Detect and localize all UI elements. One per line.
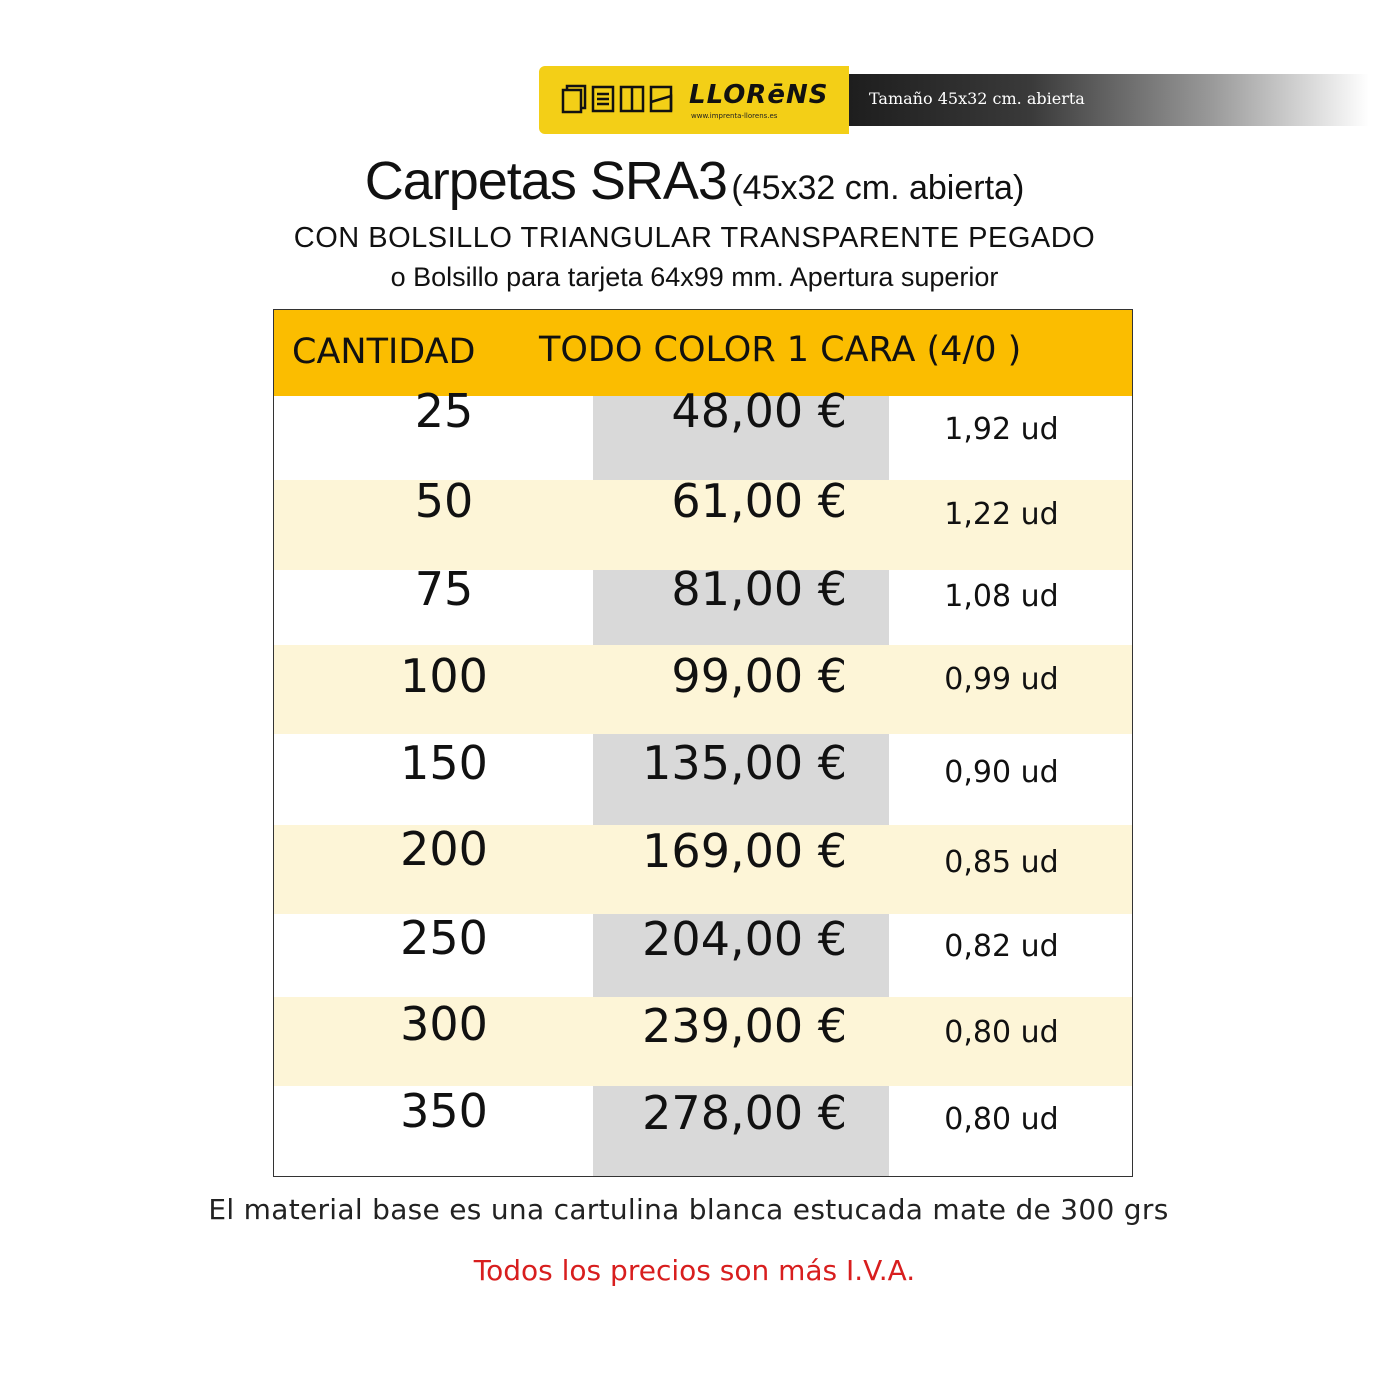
table-row <box>274 1086 1132 1176</box>
size-label: Tamaño 45x32 cm. abierta <box>869 89 1085 108</box>
title-main: Carpetas SRA3 <box>364 151 727 211</box>
quantity-cell: 100 <box>400 649 488 703</box>
document-lines-icon <box>593 87 613 111</box>
quantity-cell: 200 <box>400 822 488 876</box>
size-strip <box>849 74 1369 126</box>
unit-price-cell: 0,85 ud <box>944 845 1059 880</box>
price-cell: 61,00 € <box>671 474 847 528</box>
unit-price-cell: 0,80 ud <box>944 1015 1059 1050</box>
quantity-cell: 250 <box>400 911 488 965</box>
price-cell: 204,00 € <box>642 912 847 966</box>
quantity-cell: 150 <box>400 736 488 790</box>
price-cell: 135,00 € <box>642 736 847 790</box>
quantity-cell: 25 <box>414 384 474 438</box>
unit-price-cell: 1,22 ud <box>944 497 1059 532</box>
material-note: El material base es una cartulina blanca estucada mate de 300 grs <box>208 1193 1169 1226</box>
unit-price-cell: 0,82 ud <box>944 929 1059 964</box>
brand-url: www.imprenta-llorens.es <box>691 112 778 120</box>
header-color: TODO COLOR 1 CARA (4/0 ) <box>539 330 1022 370</box>
brand-logo[interactable] <box>539 66 849 134</box>
price-cell: 99,00 € <box>671 649 847 703</box>
unit-price-cell: 0,99 ud <box>944 662 1059 697</box>
table-row <box>274 645 1132 734</box>
unit-price-cell: 0,80 ud <box>944 1102 1059 1137</box>
price-cell: 81,00 € <box>671 562 847 616</box>
unit-price-cell: 1,92 ud <box>944 412 1059 447</box>
table-row <box>274 911 1132 997</box>
vat-note: Todos los precios son más I.V.A. <box>473 1254 916 1287</box>
table-row <box>274 822 1132 914</box>
unit-price-cell: 0,90 ud <box>944 755 1059 790</box>
brand-name: LLORēNS <box>689 80 829 110</box>
quantity-cell: 50 <box>414 474 474 528</box>
table-row <box>274 474 1132 570</box>
header-banner <box>539 66 1369 134</box>
subtitle-card-pocket: o Bolsillo para tarjeta 64x99 mm. Apertura superior <box>390 262 999 292</box>
table-row <box>274 997 1132 1086</box>
price-table <box>273 309 1133 1177</box>
unit-price-cell: 1,08 ud <box>944 579 1059 614</box>
price-cell: 48,00 € <box>671 384 847 438</box>
folder-pocket-icon <box>651 87 671 111</box>
page-title <box>0 150 1389 212</box>
title-detail: (45x32 cm. abierta) <box>731 169 1025 207</box>
open-book-icon <box>621 87 643 111</box>
table-row <box>274 562 1132 645</box>
quantity-cell: 75 <box>414 562 474 616</box>
stacked-pages-icon <box>563 86 585 112</box>
logo-icons <box>561 84 681 114</box>
price-cell: 239,00 € <box>642 999 847 1053</box>
quantity-cell: 350 <box>400 1084 488 1138</box>
header-quantity: CANTIDAD <box>292 332 476 372</box>
quantity-cell: 300 <box>400 997 488 1051</box>
table-row <box>274 734 1132 825</box>
price-cell: 169,00 € <box>642 824 847 878</box>
table-row <box>274 384 1132 480</box>
price-cell: 278,00 € <box>642 1086 847 1140</box>
subtitle-pocket: CON BOLSILLO TRIANGULAR TRANSPARENTE PEGADO <box>293 222 1096 254</box>
